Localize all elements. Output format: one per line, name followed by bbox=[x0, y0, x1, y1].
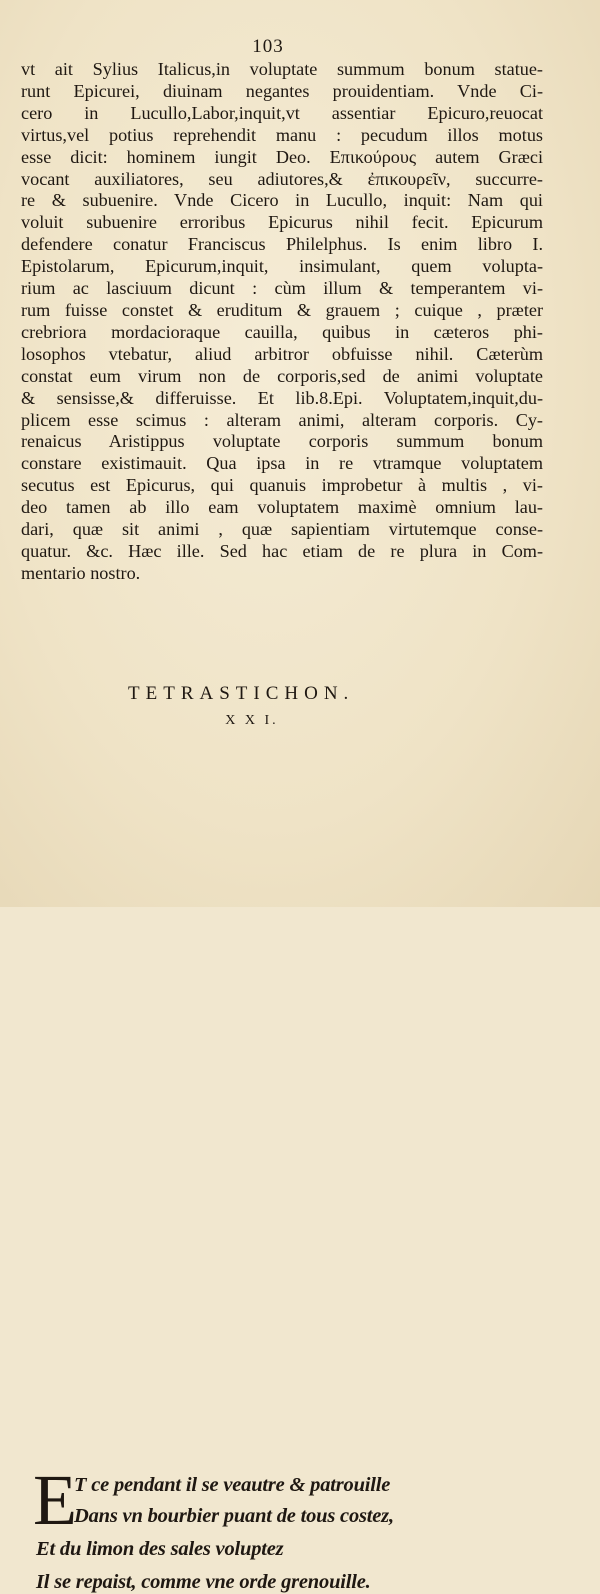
verse-line: T ce pendant il se veautre & patrouille bbox=[74, 1474, 391, 1496]
verse-line: Il se repaist, comme vne orde grenouille. bbox=[36, 1571, 371, 1593]
text-line: secutus est Epicurus, qui quanuis improbetur à multis , vi- bbox=[21, 475, 543, 496]
text-line: rium ac lasciuum dicunt : cùm illum & temperantem vi- bbox=[21, 278, 543, 299]
prose-block bbox=[21, 59, 543, 585]
text-line: defendere conatur Franciscus Philelphus. Is enim libro I. bbox=[21, 234, 543, 255]
page-number: 103 bbox=[252, 36, 284, 57]
text-line: voluit subuenire erroribus Epicurus nihil fecit. Epicurum bbox=[21, 212, 543, 233]
text-line: esse dicit: hominem iungit Deo. Επικούρους autem Græci bbox=[21, 146, 543, 167]
text-line: & sensisse,& differuisse. Et lib.8.Epi. Voluptatem,inquit,du- bbox=[21, 387, 543, 408]
text-line: vocant auxiliatores, seu adiutores,& ἐπικουρεῖν, succurre- bbox=[21, 168, 543, 189]
text-line: quatur. &c. Hæc ille. Sed hac etiam de re plura in Com- bbox=[21, 540, 543, 561]
verse-line: Dans vn bourbier puant de tous costez, bbox=[74, 1505, 394, 1527]
text-line: constare existimauit. Qua ipsa in re vtramque voluptatem bbox=[21, 453, 543, 474]
section-number: X X I. bbox=[225, 713, 279, 728]
text-line: crebriora mordacioraque cauilla, quibus in cæteros phi- bbox=[21, 321, 543, 342]
section-title: TETRASTICHON. bbox=[128, 683, 355, 704]
text-line: virtus,vel potius reprehendit manu : pecudum illos motus bbox=[21, 124, 543, 145]
text-line: constat eum virum non de corporis,sed de animi voluptate bbox=[21, 365, 543, 386]
text-line: dari, quæ sit animi , quæ sapientiam virtutemque conse- bbox=[21, 519, 543, 540]
text-line: vt ait Sylius Italicus,in voluptate summum bonum statue- bbox=[21, 59, 543, 79]
verse-block bbox=[0, 733, 600, 1593]
drop-cap: E bbox=[33, 1460, 77, 1540]
text-line: losophos vtebatur, aliud arbitror obfuisse nihil. Cæterùm bbox=[21, 343, 543, 364]
text-line: re & subuenire. Vnde Cicero in Lucullo, inquit: Nam qui bbox=[21, 190, 543, 211]
text-line: Epistolarum, Epicurum,inquit, insimulant, quem volupta- bbox=[21, 256, 543, 277]
text-line: renaicus Aristippus voluptate corporis summum bonum bbox=[21, 431, 543, 452]
text-line: deo tamen ab illo eam voluptatem maximè omnium lau- bbox=[21, 497, 543, 518]
verse-line: Et du limon des sales voluptez bbox=[36, 1538, 284, 1560]
text-line: mentario nostro. bbox=[21, 562, 141, 583]
text-line: rum fuisse constet & eruditum & grauem ; cuique , præter bbox=[21, 299, 543, 320]
text-line: runt Epicurei, diuinam negantes prouidentiam. Vnde Ci- bbox=[21, 80, 543, 101]
text-line: plicem esse scimus : alteram animi, alteram corporis. Cy- bbox=[21, 409, 543, 430]
text-line: cero in Lucullo,Labor,inquit,vt assentiar Epicuro,reuocat bbox=[21, 102, 543, 123]
